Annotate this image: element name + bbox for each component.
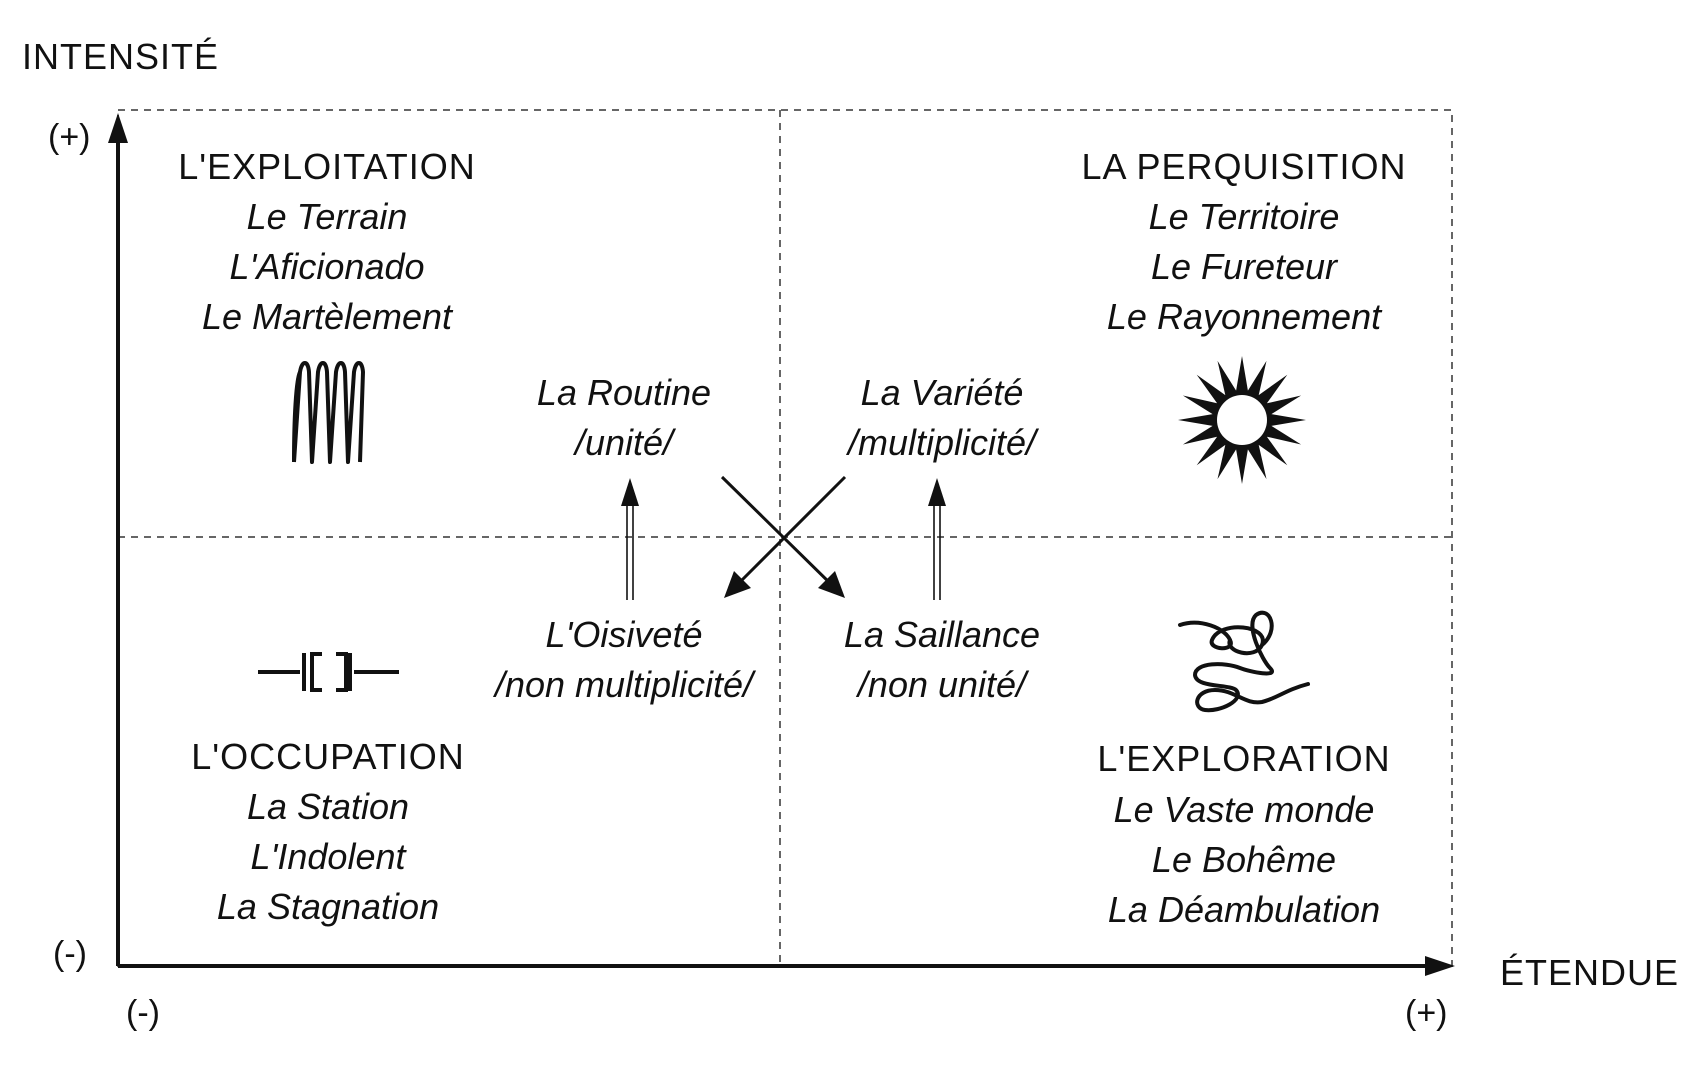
quadrant-line: La Station <box>246 786 410 827</box>
quadrant-line: La Stagnation <box>216 886 440 927</box>
quadrant-title-occupation: L'OCCUPATION <box>191 736 465 777</box>
quadrant-line: Le Rayonnement <box>1106 296 1382 337</box>
quadrant-line: Le Vaste monde <box>1113 789 1375 830</box>
transition-routine-name: La Routine <box>536 372 712 413</box>
wandering-line-icon <box>1180 613 1308 711</box>
bracket-gap-icon <box>258 653 399 691</box>
transition-variete-note: /multiplicité/ <box>847 422 1037 463</box>
y-plus-label: (+) <box>48 118 91 156</box>
quadrant-line: Le Territoire <box>1148 196 1340 237</box>
cross-arrow-down-left <box>732 477 845 590</box>
spring-coil-icon <box>294 363 363 462</box>
quadrant-title-perquisition: LA PERQUISITION <box>1081 146 1407 187</box>
quadrant-line: L'Indolent <box>250 836 406 877</box>
x-plus-label: (+) <box>1405 994 1448 1032</box>
transition-oisivete-note: /non multiplicité/ <box>494 664 754 705</box>
transition-saillance-note: /non unité/ <box>857 664 1027 705</box>
transition-oisivete-name: L'Oisiveté <box>545 614 703 655</box>
quadrant-line: Le Bohême <box>1151 839 1337 880</box>
x-minus-label: (-) <box>126 994 160 1032</box>
y-minus-label: (-) <box>53 935 87 973</box>
quadrant-line: Le Fureteur <box>1150 246 1338 287</box>
quadrant-title-exploration: L'EXPLORATION <box>1097 738 1391 779</box>
y-axis-arrowhead <box>108 113 128 143</box>
up-arrow-right-head <box>928 478 946 506</box>
y-axis-title: INTENSITÉ <box>22 36 220 77</box>
quadrant-line: L'Aficionado <box>229 246 425 287</box>
x-axis-arrowhead <box>1425 956 1455 976</box>
starburst-icon <box>1178 356 1306 484</box>
quadrant-line: Le Martèlement <box>201 296 453 337</box>
quadrant-line: Le Terrain <box>246 196 408 237</box>
transition-routine-note: /unité/ <box>574 422 674 463</box>
x-axis-title: ÉTENDUE <box>1500 952 1680 993</box>
quadrant-title-exploitation: L'EXPLOITATION <box>178 146 476 187</box>
transition-variete-name: La Variété <box>860 372 1024 413</box>
transition-saillance-name: La Saillance <box>843 614 1041 655</box>
quadrant-line: La Déambulation <box>1107 889 1381 930</box>
up-arrow-left-head <box>621 478 639 506</box>
